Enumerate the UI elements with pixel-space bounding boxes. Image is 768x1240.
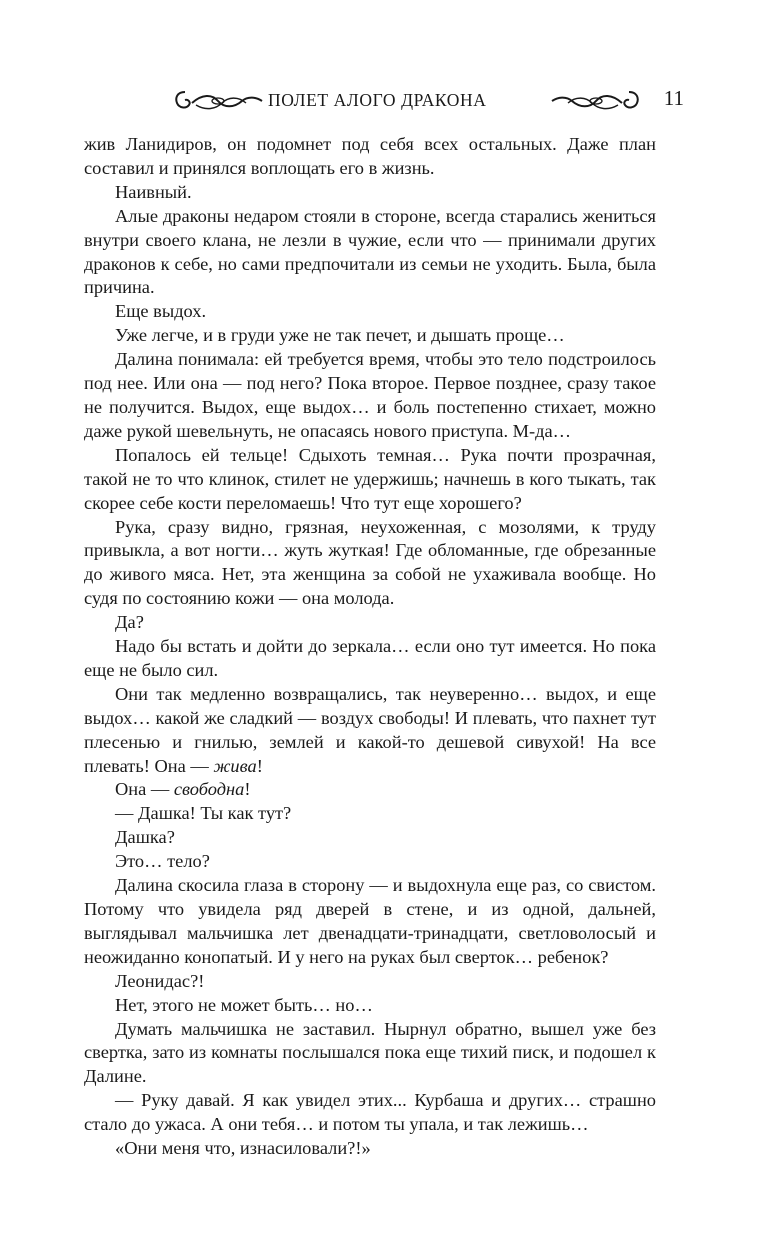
body-text bbox=[84, 133, 656, 1161]
paragraph: — Дашка! Ты как тут? bbox=[115, 803, 292, 824]
paragraph: Далина скосила глаза в сторону — и выдохнула еще раз, со свистом. Потому что увидела ряд дверей в стене, и из одной, дальней, выглядывал мальчишка лет двенадцати-тринадцати, светловолосый и неожиданно конопатый. И у него на руках был сверток… ребенок? bbox=[84, 875, 656, 967]
paragraph: «Они меня что, изнасиловали?!» bbox=[115, 1138, 371, 1159]
right-flourish-ornament-icon bbox=[550, 89, 642, 113]
paragraph: — Руку давай. Я как увидел этих... Курбаша и других… страшно стало до ужаса. А они тебя… и потом ты упала, и так лежишь… bbox=[84, 1090, 656, 1135]
paragraph-text: ! bbox=[256, 755, 263, 776]
paragraph-text: Она — bbox=[115, 779, 174, 800]
paragraph bbox=[84, 778, 656, 802]
paragraph bbox=[84, 683, 656, 779]
paragraph: Еще выдох. bbox=[115, 301, 207, 322]
paragraph: Леонидас?! bbox=[115, 970, 205, 991]
paragraph: Думать мальчишка не заставил. Нырнул обратно, вышел уже без свертка, зато из комнаты послышался пока еще тихий писк, и подошел к Далине. bbox=[84, 1018, 656, 1087]
paragraph-text: Они так медленно возвращались, так неуверенно… выдох, и еще выдох… какой же сладкий — воздух свободы! И плевать, что пахнет тут плесенью и гнилью, землей и какой-то дешевой сивухой! На все плевать! Она — bbox=[84, 683, 656, 776]
italic-emphasis: свободна bbox=[173, 779, 245, 800]
paragraph: Это… тело? bbox=[115, 851, 210, 872]
paragraph: Рука, сразу видно, грязная, неухоженная, с мозолями, к труду привыкла, а вот ногти… жуть жуткая! Где обломанные, где обрезанные до живого мяса. Нет, эта женщина за собой не ухаживала вообще. Но судя по состоянию кожи — она молода. bbox=[84, 516, 656, 609]
left-flourish-ornament-icon bbox=[172, 89, 264, 113]
paragraph: жив Ланидиров, он подомнет под себя всех остальных. Даже план составил и принялся воплощать его в жизнь. bbox=[84, 134, 656, 178]
paragraph: Попалось ей тельце! Сдыхоть темная… Рука почти прозрачная, такой не то что клинок, стилет не удержишь; начнешь в кого тыкать, так скорее себе кости переломаешь! Что тут еще хорошего? bbox=[84, 444, 656, 513]
paragraph: Да? bbox=[115, 612, 144, 633]
paragraph: Надо бы встать и дойти до зеркала… если оно тут имеется. Но пока еще не было сил. bbox=[84, 636, 656, 680]
paragraph: Нет, этого не может быть… но… bbox=[115, 994, 373, 1015]
paragraph: Дашка? bbox=[115, 827, 175, 848]
italic-emphasis: жива bbox=[213, 755, 257, 776]
paragraph: Алые драконы недаром стояли в стороне, всегда старались жениться внутри своего клана, не лезли в чужие, если что — принимали других драконов к себе, но сами предпочитали из семьи не уходить. Была, была причина. bbox=[84, 205, 656, 298]
page-number: 11 bbox=[663, 86, 684, 110]
paragraph: Далина понимала: ей требуется время, чтобы это тело подстроилось под нее. Или она — под него? Пока второе. Первое позднее, сразу такое не получится. Выдох, еще выдох… и боль постепенно стихает, можно даже рукой шевельнуть, не опасаясь нового приступа. М-да… bbox=[84, 349, 656, 441]
paragraph-text: ! bbox=[244, 779, 251, 800]
paragraph: Наивный. bbox=[115, 181, 192, 202]
running-title: ПОЛЕТ АЛОГО ДРАКОНА bbox=[268, 90, 487, 110]
paragraph: Уже легче, и в груди уже не так печет, и дышать проще… bbox=[115, 325, 565, 346]
running-header bbox=[84, 86, 684, 116]
